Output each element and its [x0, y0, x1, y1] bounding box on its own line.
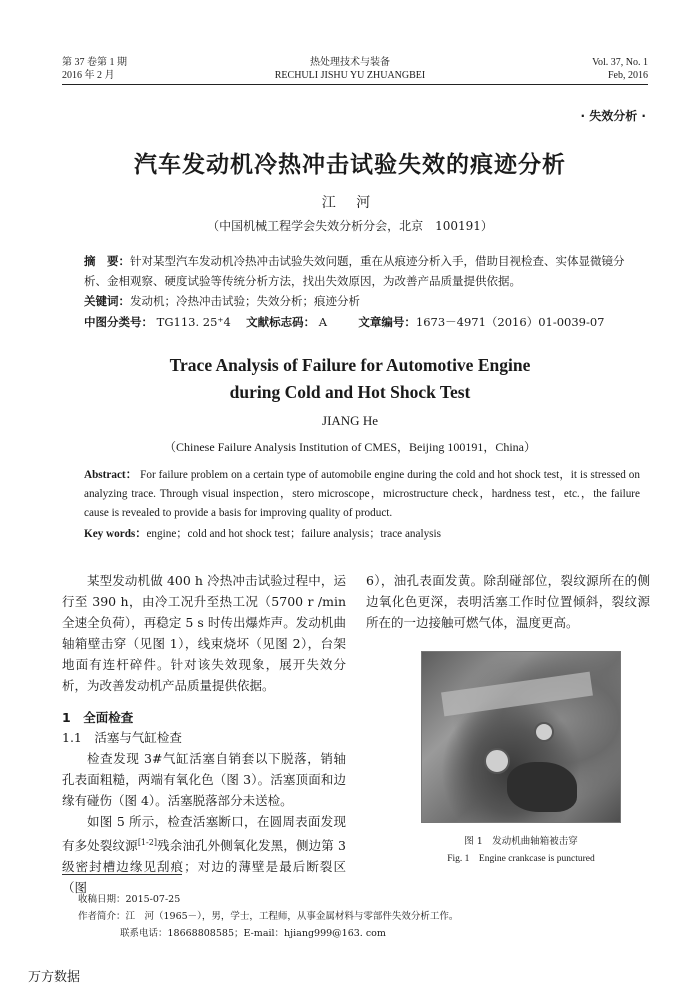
footnote-rule [62, 874, 182, 875]
intro-paragraph: 某型发动机做 400 h 冷热冲击试验过程中，运行至 390 h，由冷工况升至热工况（5700 r /min 全速全负荷），再稳定 5 s 时传出爆炸声。发动机曲轴箱壁击穿（见图 1），线束烧坏（见图 2），台架地面有连杆碎件。针对该失效现象，展开失效分析，为改善发动机产品质量提供依据。 [62, 573, 346, 693]
class-label: 中图分类号： [84, 315, 153, 329]
journal-volume-issue: 第 37 卷第 1 期 2016 年 2 月 [62, 57, 127, 81]
figure-1-caption-en: Fig. 1 Engine crankcase is punctured [447, 854, 595, 864]
doc-code-value: A [318, 315, 328, 329]
en-keywords-label: Key words： [84, 528, 147, 540]
figure-1-photo [421, 651, 621, 823]
en-keywords [84, 525, 640, 544]
cn-keywords-label: 关键词： [84, 294, 130, 308]
section-heading-1: 1 全面检查 [62, 710, 134, 725]
cn-title: 汽车发动机冷热冲击试验失效的痕迹分析 [134, 152, 566, 178]
contact-info: 联系电话：18668808585；E-mail：hjiang999@163. com [120, 928, 386, 939]
cn-author: 江 河 [321, 195, 379, 211]
en-abstract-label: Abstract： [84, 469, 138, 481]
en-author: JIANG He [322, 413, 378, 428]
received-date: 收稿日期：2015-07-25 [78, 894, 181, 905]
cn-keywords-text: 发动机；冷热冲击试验；失效分析；痕迹分析 [130, 294, 360, 308]
header-rule [62, 84, 648, 85]
cn-affiliation: （中国机械工程学会失效分析分会，北京 100191） [207, 219, 493, 233]
en-keywords-text: engine；cold and hot shock test；failure analysis；trace analysis [146, 528, 441, 540]
piston-paragraph-1: 检查发现 3#气缸活塞自销套以下脱落，销轴孔表面粗糙，两端有氧化色（图 3）。活塞顶面和边缘有碰伤（图 4）。活塞脱落部分未送检。 [62, 751, 346, 808]
en-title: Trace Analysis of Failure for Automotive Engine during Cold and Hot Shock Test [169, 355, 531, 402]
doc-code-label: 文献标志码： [246, 315, 316, 329]
article-number-label: 文章编号： [358, 315, 416, 329]
right-column-paragraph: 6），油孔表面发黄。除刮碰部位，裂纹源所在的侧边氧化色更深，表明活塞工作时位置倾斜，裂纹源所在的一边接触可燃气体，温度更高。 [366, 573, 650, 630]
cn-abstract-label: 摘 要： [84, 254, 130, 268]
citation-ref: [1-2] [137, 838, 157, 847]
en-abstract-text: For failure problem on a certain type of automobile engine during the cold and hot shock test，it is stressed on analyzing trace. Through visual inspection，stero microscope，microstructure check，hardness test，etc.，the failure cause is revealed to provide a basis for improving quality of product. [84, 469, 640, 519]
cn-abstract [84, 251, 634, 291]
section-tag: · 失效分析 · [580, 109, 646, 123]
article-number-value: 1673－4971（2016）01-0039-07 [415, 315, 605, 329]
cn-keywords [84, 291, 634, 311]
cn-abstract-text: 针对某型汽车发动机冷热冲击试验失效问题，重在从痕迹分析入手，借助目视检查、实体显微镜分析、金相观察、硬度试验等传统分析方法，找出失效原因，为改善产品质量提供依据。 [84, 254, 625, 288]
watermark: 万方数据 [28, 970, 81, 985]
cn-classification [84, 312, 634, 332]
en-abstract [84, 466, 640, 523]
class-value: TG113. 25⁺4 [156, 315, 231, 329]
journal-name: 热处理技术与装备 RECHULI JISHU YU ZHUANGBEI [274, 57, 426, 81]
author-bio: 作者简介：江 河（1965－），男，学士，工程师，从事金属材料与零部件失效分析工作。 [78, 911, 459, 922]
figure-1-caption-cn: 图 1 发动机曲轴箱被击穿 [464, 836, 578, 847]
journal-volume-en: Vol. 37, No. 1 Feb, 2016 [592, 57, 648, 81]
piston-paragraph-2: 如图 5 所示，检查活塞断口，在圆周表面发现有多处裂纹源[1-2]残余油孔外侧氧化发黑，侧边第 3 级密封槽边缘见刮痕；对边的薄壁是最后断裂区（图 [62, 814, 346, 896]
en-affiliation: （Chinese Failure Analysis Institution of CMES，Beijing 100191，China） [164, 440, 536, 454]
subsection-heading-1-1: 1.1 活塞与气缸检查 [62, 730, 182, 745]
